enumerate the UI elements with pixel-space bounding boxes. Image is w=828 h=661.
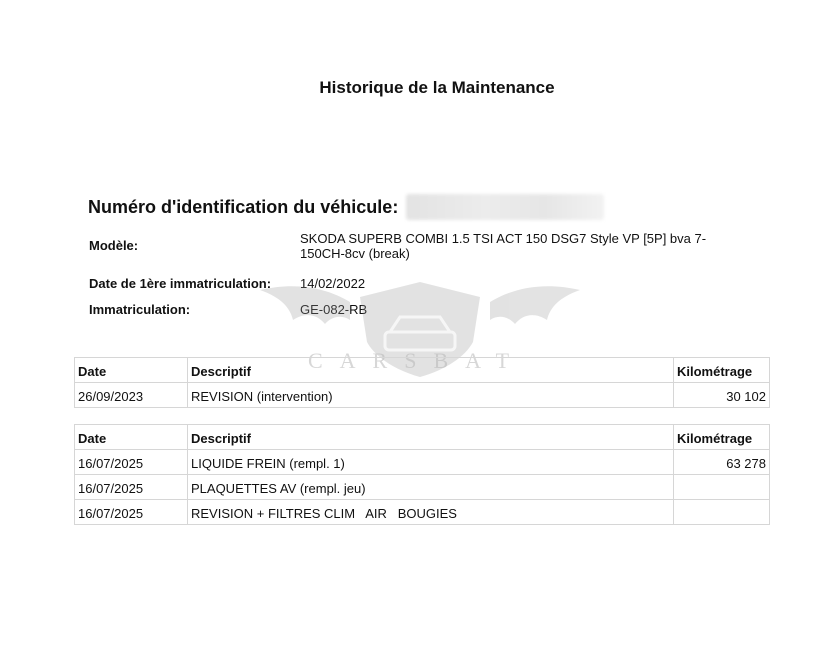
header-mileage: Kilométrage [674,358,770,383]
row-mileage: 30 102 [674,383,770,408]
maintenance-table-2 [74,424,770,525]
row-mileage [674,500,770,525]
row-description: LIQUIDE FREIN (rempl. 1) [188,450,674,475]
row-description: PLAQUETTES AV (rempl. jeu) [188,475,674,500]
row-mileage: 63 278 [674,450,770,475]
table-row [75,500,770,525]
row-mileage [674,475,770,500]
vin-redacted-value [406,194,604,220]
header-description: Descriptif [188,358,674,383]
first-registration-value: 14/02/2022 [300,276,366,291]
registration-value: GE-082-RB [300,302,368,317]
row-date: 26/09/2023 [75,383,188,408]
vin-row [88,194,604,220]
model-value: SKODA SUPERB COMBI 1.5 TSI ACT 150 DSG7 Style VP [5P] bva 7-150CH-8cv (break) [300,231,707,261]
maintenance-table-1 [74,357,770,408]
model-label: Modèle: [89,238,139,253]
vin-label: Numéro d'identification du véhicule: [88,196,399,217]
table-header-row [75,425,770,450]
row-date: 16/07/2025 [75,475,188,500]
header-description: Descriptif [188,425,674,450]
header-mileage: Kilométrage [674,425,770,450]
table-row [75,450,770,475]
document-title: Historique de la Maintenance [319,78,555,97]
row-description: REVISION + FILTRES CLIM AIR BOUGIES [188,500,674,525]
table-row [75,383,770,408]
table-header-row [75,358,770,383]
header-date: Date [75,425,188,450]
table-row [75,475,770,500]
registration-label: Immatriculation: [89,302,191,317]
row-date: 16/07/2025 [75,450,188,475]
watermark-text: CARSBAT [308,348,527,373]
first-registration-label: Date de 1ère immatriculation: [89,276,272,291]
row-date: 16/07/2025 [75,500,188,525]
header-date: Date [75,358,188,383]
row-description: REVISION (intervention) [188,383,674,408]
